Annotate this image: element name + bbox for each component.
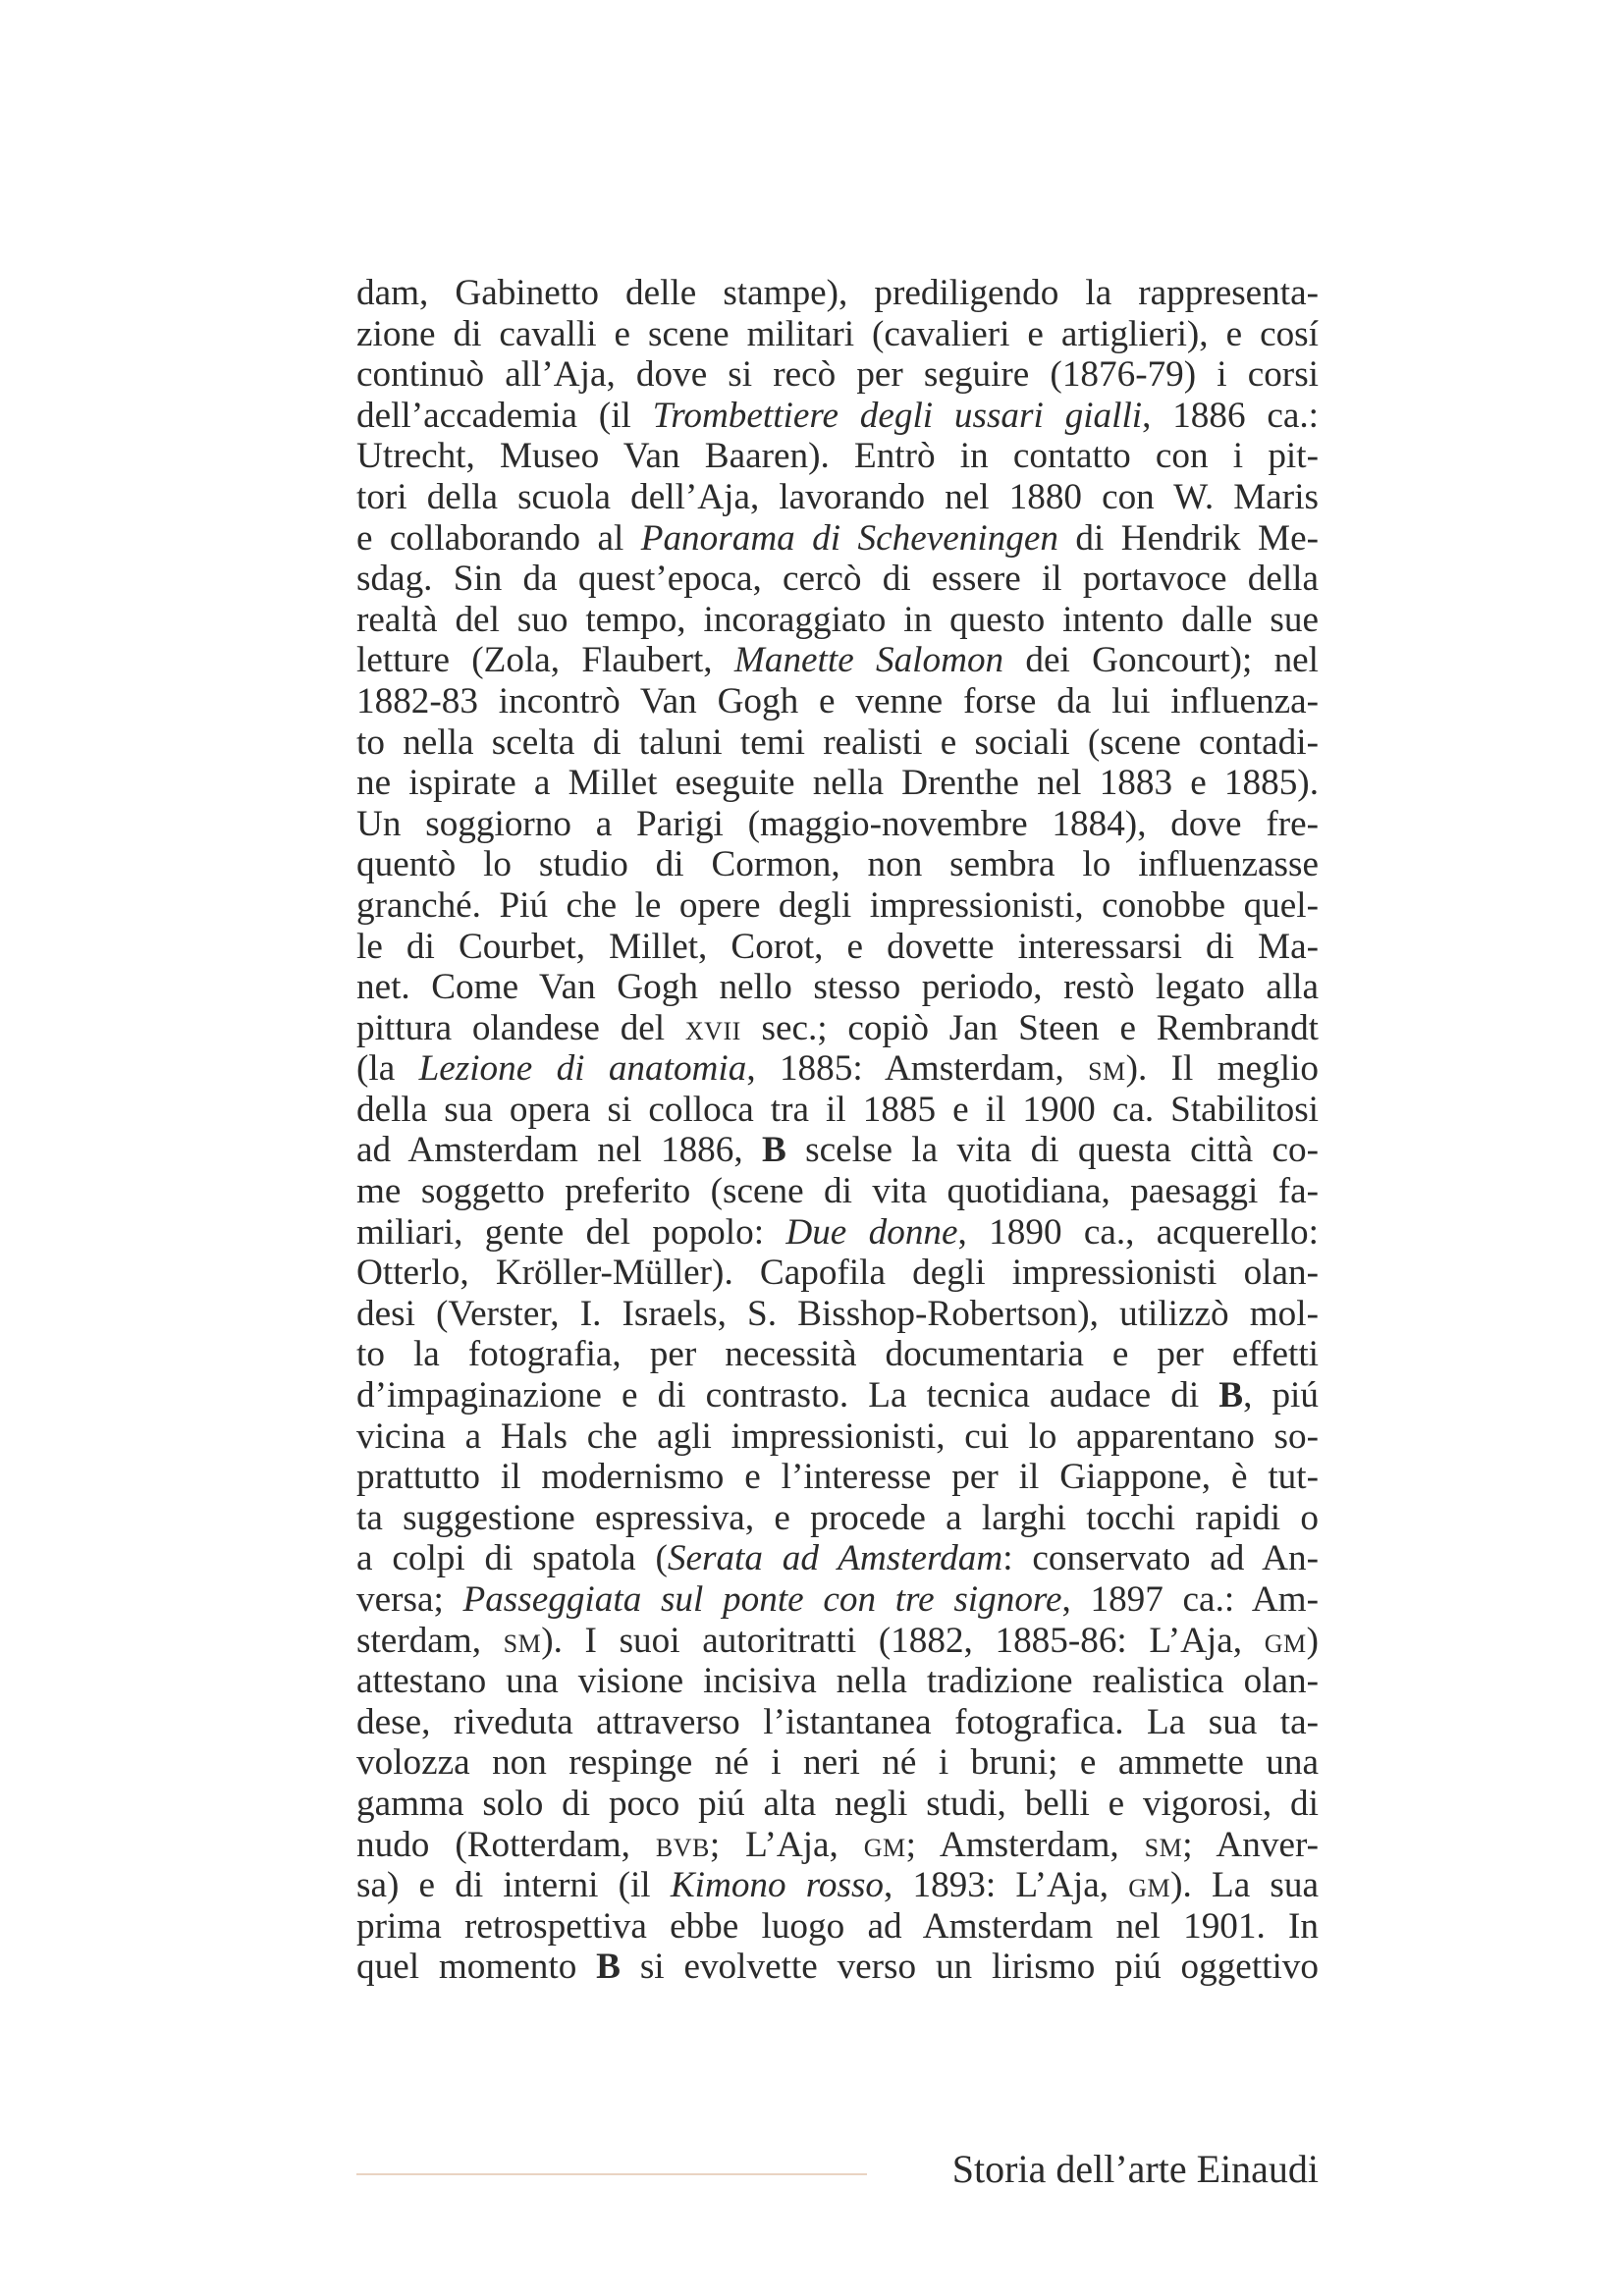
- text-run: dell’accademia (il: [356, 395, 653, 436]
- italic-title: Due donne: [785, 1211, 958, 1253]
- text-line: [356, 1090, 1319, 1131]
- text-line: [356, 967, 1319, 1008]
- text-run: net. Come Van Gogh nello stesso periodo, restò legato alla: [356, 967, 1319, 1008]
- small-caps-abbreviation: xvii: [684, 1007, 741, 1048]
- text-run: dei Goncourt); nel: [1003, 640, 1320, 681]
- italic-title: Passeggiata sul ponte con tre signore: [462, 1579, 1062, 1620]
- bold-initial: B: [596, 1947, 621, 1988]
- text-run: , 1897 ca.: Am-: [1061, 1579, 1319, 1620]
- small-caps-abbreviation: sm: [1144, 1824, 1183, 1865]
- text-line: [356, 1621, 1319, 1662]
- text-run: ): [1306, 1620, 1319, 1661]
- text-run: me soggetto preferito (scene di vita quotidiana, paesaggi fa-: [356, 1171, 1319, 1212]
- text-line: [356, 927, 1319, 968]
- text-run: ). I suoi autoritratti (1882, 1885-86: L’Aja,: [541, 1620, 1265, 1661]
- text-line: [356, 1865, 1319, 1906]
- text-run: (la: [356, 1048, 419, 1090]
- text-line: [356, 640, 1319, 681]
- bold-initial: B: [1218, 1375, 1244, 1416]
- footer-rule: [356, 2173, 867, 2175]
- small-caps-abbreviation: sm: [1088, 1048, 1126, 1090]
- text-run: , 1893: L’Aja,: [884, 1865, 1129, 1906]
- text-line: [356, 1253, 1319, 1294]
- text-run: : conservato ad An-: [1002, 1538, 1319, 1579]
- small-caps-abbreviation: gm: [1128, 1865, 1171, 1906]
- text-line: [356, 1171, 1319, 1212]
- text-run: tori della scuola dell’Aja, lavorando nel 1880 con W. Maris: [356, 476, 1319, 517]
- text-line: [356, 1130, 1319, 1171]
- text-line: [356, 1784, 1319, 1825]
- text-line: [356, 1579, 1319, 1621]
- text-run: desi (Verster, I. Israels, S. Bisshop-Robertson), utilizzò mol-: [356, 1293, 1319, 1334]
- text-run: quentò lo studio di Cormon, non sembra lo influenzasse: [356, 844, 1319, 885]
- text-run: vicina a Hals che agli impressionisti, cui lo apparentano so-: [356, 1415, 1319, 1457]
- text-run: to nella scelta di taluni temi realisti e sociali (scene contadi-: [356, 721, 1319, 763]
- text-line: [356, 1375, 1319, 1416]
- text-line: [356, 1008, 1319, 1049]
- text-run: sa) e di interni (il: [356, 1865, 671, 1906]
- text-run: scelse la vita di questa città co-: [785, 1130, 1320, 1171]
- text-line: [356, 1825, 1319, 1866]
- text-line: [356, 1294, 1319, 1335]
- text-run: nudo (Rotterdam,: [356, 1824, 656, 1865]
- text-run: , 1885: Amsterdam,: [746, 1048, 1089, 1090]
- italic-title: Lezione di anatomia: [418, 1048, 747, 1090]
- text-run: quel momento: [356, 1947, 597, 1988]
- text-line: [356, 1334, 1319, 1375]
- text-run: ; L’Aja,: [709, 1824, 864, 1865]
- text-run: ne ispirate a Millet eseguite nella Drenthe nel 1883 e 1885).: [356, 763, 1319, 804]
- text-run: ta suggestione espressiva, e procede a larghi tocchi rapidi o: [356, 1497, 1319, 1538]
- text-line: [356, 1416, 1319, 1458]
- text-run: Un soggiorno a Parigi (maggio-novembre 1884), dove fre-: [356, 803, 1319, 844]
- text-run: le di Courbet, Millet, Corot, e dovette interessarsi di Ma-: [356, 926, 1319, 967]
- text-run: Otterlo, Kröller-Müller). Capofila degli impressionisti olan-: [356, 1253, 1319, 1294]
- text-run: prima retrospettiva ebbe luogo ad Amsterdam nel 1901. In: [356, 1905, 1319, 1947]
- text-line: [356, 885, 1319, 927]
- text-run: ; Amsterdam,: [905, 1824, 1145, 1865]
- text-run: , 1890 ca., acquerello:: [957, 1211, 1319, 1253]
- text-run: ). La sua: [1170, 1865, 1319, 1906]
- text-line: [356, 1457, 1319, 1498]
- text-line: [356, 804, 1319, 845]
- text-line: [356, 1048, 1319, 1090]
- text-run: prattutto il modernismo e l’interesse per il Giappone, è tut-: [356, 1457, 1319, 1498]
- text-run: ad Amsterdam nel 1886,: [356, 1130, 763, 1171]
- italic-title: Kimono rosso: [670, 1865, 885, 1906]
- text-run: si evolvette verso un lirismo piú oggettivo: [620, 1947, 1319, 1988]
- text-line: [356, 559, 1319, 600]
- text-line: [356, 1538, 1319, 1579]
- text-line: [356, 1661, 1319, 1702]
- italic-title: Serata ad Amsterdam: [667, 1538, 1003, 1579]
- text-run: continuò all’Aja, dove si recò per seguire (1876-79) i corsi: [356, 354, 1319, 396]
- small-caps-abbreviation: sm: [503, 1620, 542, 1661]
- italic-title: Panorama di Scheveningen: [640, 517, 1058, 559]
- text-line: [356, 763, 1319, 804]
- text-run: to la fotografia, per necessità documentaria e per effetti: [356, 1334, 1319, 1375]
- text-line: [356, 518, 1319, 560]
- text-run: attestano una visione incisiva nella tradizione realistica olan-: [356, 1661, 1319, 1702]
- text-run: versa;: [356, 1579, 463, 1620]
- text-run: di Hendrik Me-: [1057, 517, 1319, 559]
- text-run: pittura olandese del: [356, 1007, 685, 1048]
- text-line: [356, 600, 1319, 641]
- text-line: [356, 1742, 1319, 1784]
- text-line: [356, 722, 1319, 764]
- text-run: d’impaginazione e di contrasto. La tecnica audace di: [356, 1375, 1219, 1416]
- text-line: [356, 1498, 1319, 1539]
- text-line: [356, 396, 1319, 437]
- text-line: [356, 1212, 1319, 1254]
- text-run: dam, Gabinetto delle stampe), prediligendo la rappresenta-: [356, 273, 1319, 313]
- text-run: ; Anver-: [1182, 1824, 1319, 1865]
- text-run: miliari, gente del popolo:: [356, 1211, 786, 1253]
- footer-label: Storia dell’arte Einaudi: [951, 2147, 1319, 2191]
- italic-title: Trombettiere degli ussari gialli: [652, 395, 1143, 436]
- text-run: e collaborando al: [356, 517, 641, 559]
- text-run: della sua opera si colloca tra il 1885 e il 1900 ca. Stabilitosi: [356, 1089, 1319, 1130]
- text-line: [356, 844, 1319, 885]
- text-run: , 1886 ca.:: [1142, 395, 1319, 436]
- text-line: [356, 314, 1319, 355]
- text-run: zione di cavalli e scene militari (cavalieri e artiglieri), e cosí: [356, 313, 1319, 354]
- text-run: granché. Piú che le opere degli impressionisti, conobbe quel-: [356, 884, 1319, 926]
- italic-title: Manette Salomon: [733, 640, 1004, 681]
- text-run: a colpi di spatola (: [356, 1538, 668, 1579]
- body-text: [356, 273, 1319, 1988]
- text-run: gamma solo di poco piú alta negli studi, belli e vigorosi, di: [356, 1783, 1319, 1824]
- text-line: [356, 477, 1319, 518]
- bold-initial: B: [762, 1130, 786, 1171]
- text-run: volozza non respinge né i neri né i bruni; e ammette una: [356, 1742, 1319, 1784]
- text-run: ). Il meglio: [1125, 1048, 1319, 1090]
- text-run: , piú: [1243, 1375, 1319, 1416]
- text-run: Utrecht, Museo Van Baaren). Entrò in contatto con i pit-: [356, 436, 1319, 477]
- text-run: letture (Zola, Flaubert,: [356, 640, 734, 681]
- text-line: [356, 354, 1319, 396]
- text-line: [356, 1702, 1319, 1743]
- text-run: dese, riveduta attraverso l’istantanea fotografica. La sua ta-: [356, 1701, 1319, 1742]
- text-line: [356, 681, 1319, 722]
- small-caps-abbreviation: gm: [1264, 1620, 1307, 1661]
- small-caps-abbreviation: gm: [863, 1824, 906, 1865]
- text-run: 1882-83 incontrò Van Gogh e venne forse da lui influenza-: [356, 680, 1319, 721]
- text-line: [356, 1906, 1319, 1948]
- text-run: sdag. Sin da quest’epoca, cercò di essere il portavoce della: [356, 559, 1319, 600]
- small-caps-abbreviation: bvb: [655, 1824, 710, 1865]
- text-line: [356, 436, 1319, 477]
- text-run: sec.; copiò Jan Steen e Rembrandt: [740, 1007, 1319, 1048]
- text-run: sterdam,: [356, 1620, 504, 1661]
- text-run: realtà del suo tempo, incoraggiato in questo intento dalle sue: [356, 599, 1319, 640]
- text-line: [356, 273, 1319, 314]
- text-line: [356, 1947, 1319, 1988]
